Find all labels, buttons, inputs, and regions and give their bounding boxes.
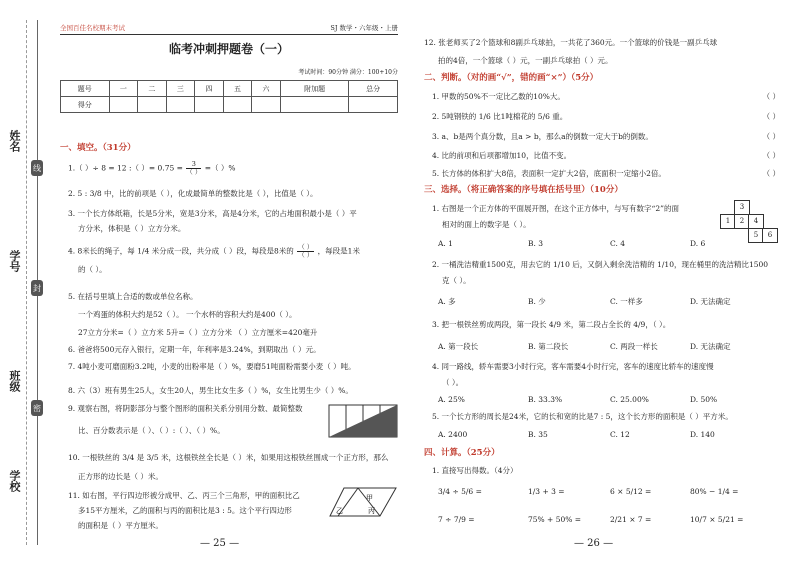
- score-header-cell: 附加题: [280, 81, 349, 97]
- section-fill-blank: 一、填空。（31分）: [60, 143, 136, 153]
- fig-label-jia: 甲: [366, 494, 373, 502]
- question-11b: 多15平方厘米，乙的面积与丙的面积比是3 : 5。这个平行四边形: [78, 506, 292, 515]
- question-11c: 的面积是（ ）平方厘米。: [78, 521, 163, 530]
- judge-5-answer[interactable]: （ ）: [762, 169, 780, 178]
- fig-label-bing: 丙: [368, 507, 375, 515]
- judge-4: 4. 比的前项和后项都增加10，比值不变。: [432, 151, 572, 160]
- choice-2-opt-b[interactable]: B. 少: [528, 297, 546, 306]
- score-cell[interactable]: [195, 97, 224, 113]
- calc-item: 6 × 5/12 =: [610, 487, 652, 496]
- choice-5-opt-d[interactable]: D. 140: [690, 430, 715, 439]
- choice-3-opt-a[interactable]: A. 第一段长: [438, 342, 479, 351]
- score-header-cell: 六: [252, 81, 281, 97]
- score-table: [60, 80, 398, 113]
- calc-item: 10/7 × 5/21 =: [690, 515, 744, 524]
- score-header-cell: 题号: [61, 81, 110, 97]
- question-6: 6. 爸爸将500元存入银行，定期一年，年利率是3.24%，到期取出（ ）元。: [68, 345, 321, 354]
- judge-2: 2. 5吨钢铁的 1/6 比1吨棉花的 5/6 重。: [432, 112, 568, 121]
- judge-3: 3. a、b是两个真分数，且a > b，那么a的倒数一定大于b的倒数。: [432, 132, 653, 141]
- binding-mark: 封: [31, 280, 43, 296]
- score-cell[interactable]: [280, 97, 349, 113]
- choice-1-opt-b[interactable]: B. 3: [528, 239, 544, 248]
- question-7: 7. 4吨小麦可磨面粉3.2吨，小麦的出粉率是（ ）%，要磨51吨面粉需要小麦（ ）吨。: [68, 362, 356, 371]
- section-calc: 四、计算。（25分）: [424, 448, 500, 458]
- choice-4a: 4. 同一路线，轿车需要3小时行完，客车需要4小时行完，客车的速度比轿车的速度慢: [432, 362, 714, 371]
- page-number: — 26 —: [574, 538, 614, 549]
- question-9a: 9. 观察右图，将阴影部分与整个图形的面积关系分别用分数、最简整数: [68, 404, 303, 413]
- question-4b: 的（ ）。: [78, 265, 107, 274]
- cube-face: 3: [734, 200, 750, 215]
- class-label: 班级: [8, 370, 21, 392]
- cube-face: 2: [734, 214, 750, 229]
- question-9b: 比、百分数表示是（ ）、（ ）:（ ）、（ ）%。: [78, 426, 225, 435]
- choice-2b: 克（ ）。: [442, 276, 471, 285]
- calc-item: 2/21 × 7 =: [610, 515, 652, 524]
- question-1-text: 1.（ ）÷ 8 = 12 :（ ）= 0.75 =: [68, 163, 183, 173]
- section-judge: 二、判断。（对的画“√”，错的画“×”）（5分）: [424, 73, 599, 83]
- calc-item: 3/4 ÷ 5/6 =: [438, 487, 482, 496]
- choice-3-opt-b[interactable]: B. 第二段长: [528, 342, 569, 351]
- score-cell[interactable]: [223, 97, 252, 113]
- name-label: 姓名: [8, 130, 21, 152]
- score-header-row: [61, 81, 398, 97]
- question-4-text: 4. 8米长的绳子，每 1/4 米分成一段，共分成（ ）段，每段是8米的: [68, 246, 294, 256]
- question-1: [68, 161, 236, 176]
- choice-5-opt-c[interactable]: C. 12: [610, 430, 630, 439]
- calc-item: 1/3 + 3 =: [528, 487, 565, 496]
- judge-3-answer[interactable]: （ ）: [762, 132, 780, 141]
- question-4-end: ，每段是1米: [317, 246, 360, 256]
- school-label: 学校: [8, 470, 21, 492]
- choice-4-opt-a[interactable]: A. 25%: [438, 395, 465, 404]
- question-12b: 拍的4倍，一个篮球（ ）元，一副乒乓球拍（ ）元。: [438, 56, 613, 65]
- calc-instruction: 1. 直接写出得数。（4分）: [432, 466, 518, 475]
- score-header-cell: 二: [138, 81, 167, 97]
- header-rule: [60, 34, 398, 35]
- question-3b: 方分米，体积是（ ）立方分米。: [78, 224, 186, 233]
- judge-1: 1. 甲数的50%不一定比乙数的10%大。: [432, 92, 565, 101]
- question-10b: 正方形的边长是（ ）米。: [78, 472, 163, 481]
- score-cell[interactable]: [166, 97, 195, 113]
- judge-2-answer[interactable]: （ ）: [762, 112, 780, 121]
- choice-5-opt-b[interactable]: B. 35: [528, 430, 548, 439]
- cube-face: 5: [748, 228, 764, 243]
- binding-strip: [0, 0, 52, 566]
- shaded-figure: [328, 404, 398, 438]
- choice-5: 5. 一个长方形的周长是24米，它的长和宽的比是7 : 5，这个长方形的面积是（ ）平方米。: [432, 412, 733, 421]
- edition-label: SJ 数学・六年级・上册: [330, 24, 398, 32]
- choice-1a: 1. 右图是一个正方体的平面展开图，在这个正方体中，与写有数字“2”的面: [432, 204, 679, 213]
- cube-face: 6: [762, 228, 778, 243]
- score-header-cell: 总分: [349, 81, 398, 97]
- score-row: [61, 97, 398, 113]
- judge-4-answer[interactable]: （ ）: [762, 151, 780, 160]
- choice-5-opt-a[interactable]: A. 2400: [438, 430, 468, 439]
- fraction: $\frac{3}{( )}$: [186, 160, 202, 176]
- choice-3-opt-d[interactable]: D. 无法确定: [690, 342, 731, 351]
- fraction: $\frac{( )}{( )}$: [298, 243, 314, 259]
- choice-2a: 2. 一桶洗洁精重1500克，用去它的 1/10 后，又倒入剩余洗洁精的 1/10，现在桶里的洗洁精比1500: [432, 260, 769, 269]
- score-header-cell: 五: [223, 81, 252, 97]
- score-cell[interactable]: [138, 97, 167, 113]
- calc-item: 75% + 50% =: [528, 515, 582, 524]
- question-8: 8. 六（3）班有男生25人，女生20人，男生比女生多（ ）%，女生比男生少（ ）%。: [68, 386, 353, 395]
- question-5: 5. 在括号里填上合适的数或单位名称。: [68, 292, 198, 301]
- series-label: 全国百佳名校期末考试: [60, 24, 125, 32]
- judge-5: 5. 长方体的体积扩大8倍，表面积一定扩大2倍，底面积一定缩小2倍。: [432, 169, 666, 178]
- score-header-cell: 一: [109, 81, 138, 97]
- question-5b: 27立方分米=（ ）立方米 5升=（ ）立方分米 （ ）立方厘米=420毫升: [78, 328, 318, 337]
- choice-3: 3. 把一根铁丝剪成两段，第一段长 4/9 米，第二段占全长的 4/9，（ ）。: [432, 320, 671, 329]
- choice-4-opt-c[interactable]: C. 25.00%: [610, 395, 649, 404]
- choice-2-opt-a[interactable]: A. 多: [438, 297, 456, 306]
- fig-label-yi: 乙: [336, 507, 343, 515]
- cube-face: 1: [720, 214, 736, 229]
- choice-2-opt-c[interactable]: C. 一样多: [610, 297, 643, 306]
- choice-4b: （ ）。: [442, 378, 464, 387]
- score-cell[interactable]: [109, 97, 138, 113]
- question-12a: 12. 张老师买了2个篮球和8副乒乓球拍，一共花了360元。一个篮球的价钱是一副乒乓球: [424, 38, 718, 47]
- cut-line: [26, 20, 28, 545]
- left-page: [60, 0, 398, 566]
- score-cell[interactable]: [349, 97, 398, 113]
- question-3a: 3. 一个长方体纸箱，长是5分米，宽是3分米，高是4分米，它的占地面积最小是（ ）平: [68, 209, 357, 218]
- student-number-label: 学号: [8, 250, 21, 272]
- parallelogram-figure: [328, 486, 398, 518]
- page-number: — 25 —: [200, 538, 240, 549]
- choice-3-opt-c[interactable]: C. 两段一样长: [610, 342, 658, 351]
- question-4: [68, 244, 360, 259]
- score-cell[interactable]: [252, 97, 281, 113]
- choice-1-opt-d[interactable]: D. 6: [690, 239, 706, 248]
- page-title: 临考冲刺押题卷（一）: [168, 42, 289, 56]
- choice-1-opt-a[interactable]: A. 1: [438, 239, 453, 248]
- judge-1-answer[interactable]: （ ）: [762, 92, 780, 101]
- score-header-cell: 四: [195, 81, 224, 97]
- calc-item: 80% − 1/4 =: [690, 487, 739, 496]
- question-2: 2. 5 : 3/8 中，比的前项是（ ），化成最简单的整数比是（ ），比值是（ ）。: [68, 189, 318, 198]
- exam-meta: 考试时间：90分钟 满分：100+10分: [298, 69, 398, 76]
- question-5a: 一个鸡蛋的体积大约是52（ ）。 一个水杯的容积大约是400（ ）。: [78, 310, 297, 319]
- calc-item: 7 ÷ 7/9 =: [438, 515, 475, 524]
- question-10a: 10. 一根铁丝的 3/4 是 3/5 米，这根铁丝全长是（ ）米，如果用这根铁丝围成一个正方形，那么: [68, 453, 389, 462]
- choice-1-opt-c[interactable]: C. 4: [610, 239, 626, 248]
- score-header-cell: 三: [166, 81, 195, 97]
- question-11a: 11. 如右图，平行四边形被分成甲、乙、丙三个三角形，甲的面积比乙: [68, 491, 300, 500]
- section-choice: 三、选择。（将正确答案的序号填在括号里）（10分）: [424, 185, 623, 195]
- choice-4-opt-d[interactable]: D. 50%: [690, 395, 718, 404]
- cube-face: 4: [748, 214, 764, 229]
- binding-mark: 线: [31, 160, 43, 176]
- score-row-label: 得分: [61, 97, 110, 113]
- right-page: [424, 0, 780, 566]
- choice-1b: 相对的面上的数字是（ ）。: [442, 220, 531, 229]
- choice-4-opt-b[interactable]: B. 33.3%: [528, 395, 563, 404]
- binding-mark: 密: [31, 400, 43, 416]
- choice-2-opt-d[interactable]: D. 无法确定: [690, 297, 731, 306]
- question-1-end: =（ ）%: [204, 163, 236, 173]
